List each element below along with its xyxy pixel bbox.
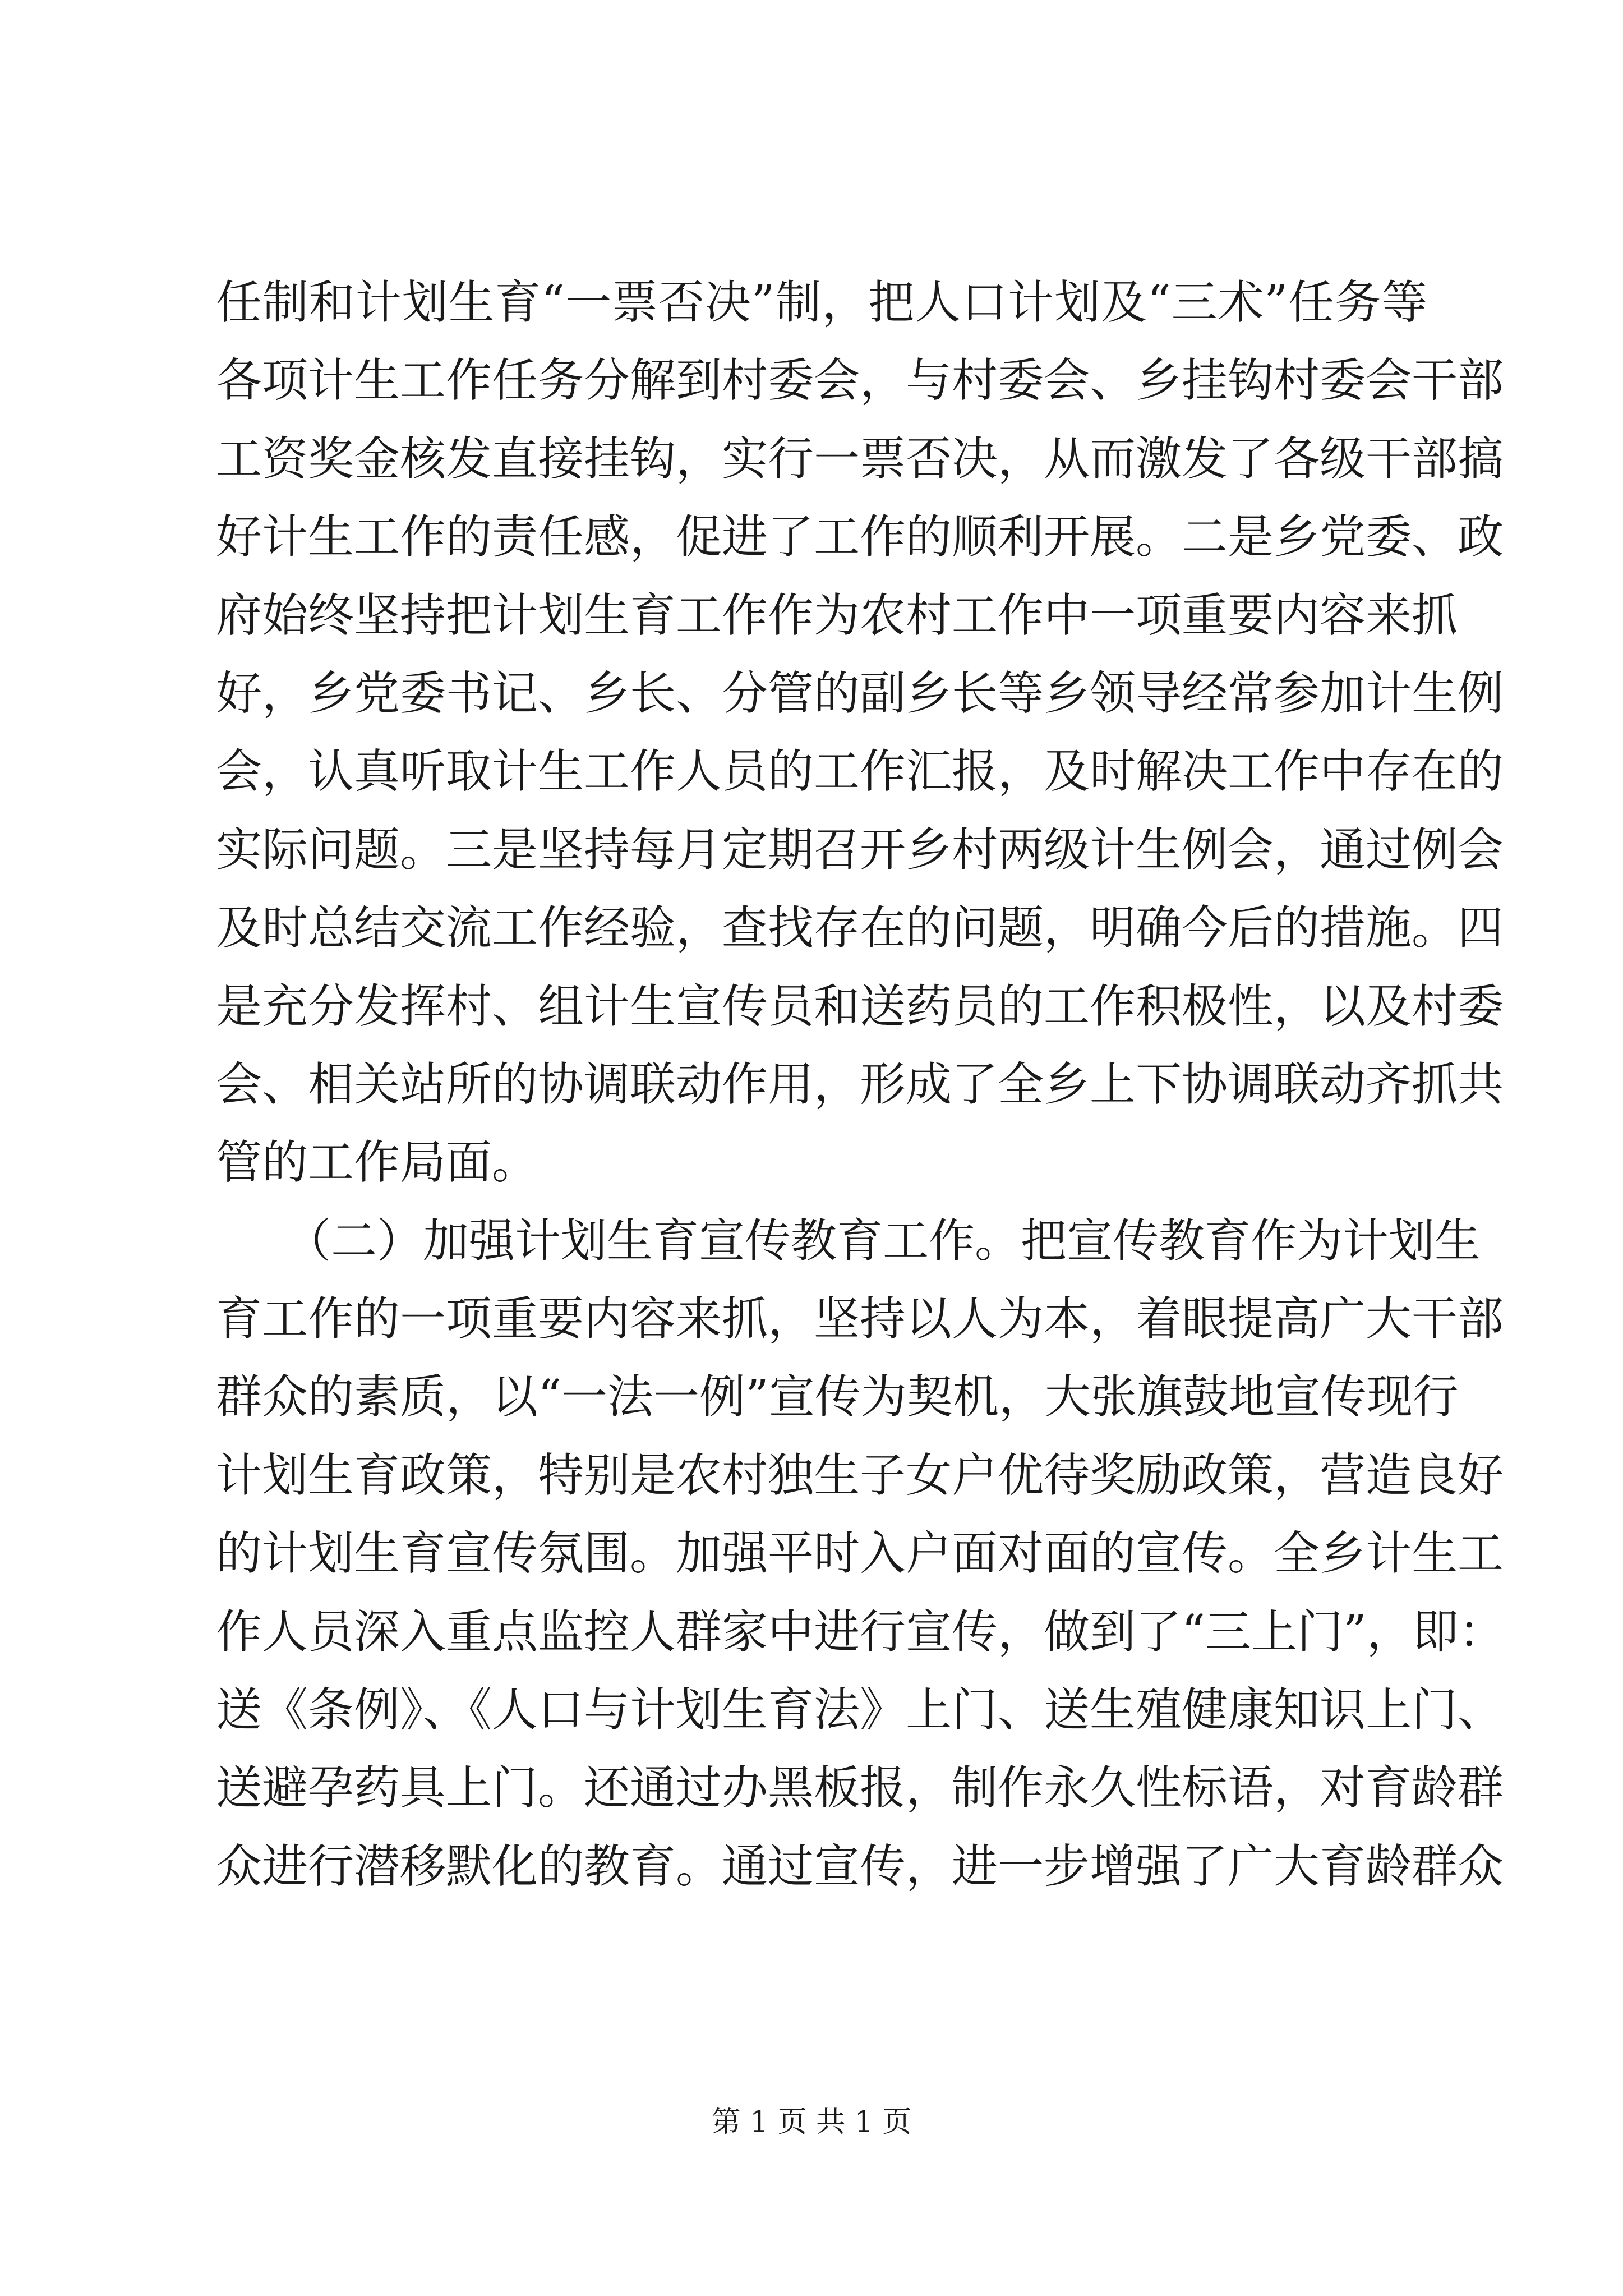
text-line: 的计划生育宣传氛围。加强平时入户面对面的宣传。全乡计生工	[216, 1527, 1504, 1581]
text-line: 众进行潜移默化的教育。通过宣传，进一步增强了广大育龄群众	[216, 1839, 1504, 1893]
text-line: 计划生育政策，特别是农村独生子女户优待奖励政策，营造良好	[216, 1448, 1504, 1502]
text-line: 府始终坚持把计划生育工作作为农村工作中一项重要内容来抓	[216, 588, 1458, 642]
body-text	[216, 264, 1505, 1906]
text-line: 送避孕药具上门。还通过办黑板报，制作永久性标语，对育龄群	[216, 1761, 1504, 1815]
text-line: 各项计生工作任务分解到村委会，与村委会、乡挂钩村委会干部	[216, 354, 1504, 408]
text-line: 好计生工作的责任感，促进了工作的顺利开展。二是乡党委、政	[216, 510, 1504, 564]
text-line: 管的工作局面。	[216, 1136, 538, 1190]
text-line: 工资奖金核发直接挂钩，实行一票否决，从而激发了各级干部搞	[216, 432, 1504, 486]
text-line: 群众的素质，以“一法一例”宣传为契机，大张旗鼓地宣传现行	[216, 1370, 1459, 1424]
page-footer	[0, 2102, 1623, 2142]
text-line: 及时总结交流工作经验，查找存在的问题，明确今后的措施。四	[216, 901, 1504, 955]
text-line: 好，乡党委书记、乡长、分管的副乡长等乡领导经常参加计生例	[216, 666, 1504, 720]
text-line: 育工作的一项重要内容来抓，坚持以人为本，着眼提高广大干部	[216, 1292, 1504, 1346]
page-number: 第 1 页 共 1 页	[711, 2105, 912, 2139]
text-line: 会，认真听取计生工作人员的工作汇报，及时解决工作中存在的	[216, 745, 1504, 799]
text-line: 实际问题。三是坚持每月定期召开乡村两级计生例会，通过例会	[216, 823, 1504, 877]
text-line: 任制和计划生育“一票否决”制，把人口计划及“三术”任务等	[216, 276, 1427, 329]
text-line: 送《条例》、《人口与计划生育法》上门、送生殖健康知识上门、	[216, 1683, 1504, 1737]
text-line: 会、相关站所的协调联动作用，形成了全乡上下协调联动齐抓共	[216, 1057, 1504, 1111]
section-heading-line: （二）加强计划生育宣传教育工作。把宣传教育作为计划生	[216, 1214, 1481, 1268]
text-line: 作人员深入重点监控人群家中进行宣传，做到了“三上门”，即：	[216, 1605, 1505, 1659]
text-line: 是充分发挥村、组计生宣传员和送药员的工作积极性，以及村委	[216, 979, 1504, 1033]
